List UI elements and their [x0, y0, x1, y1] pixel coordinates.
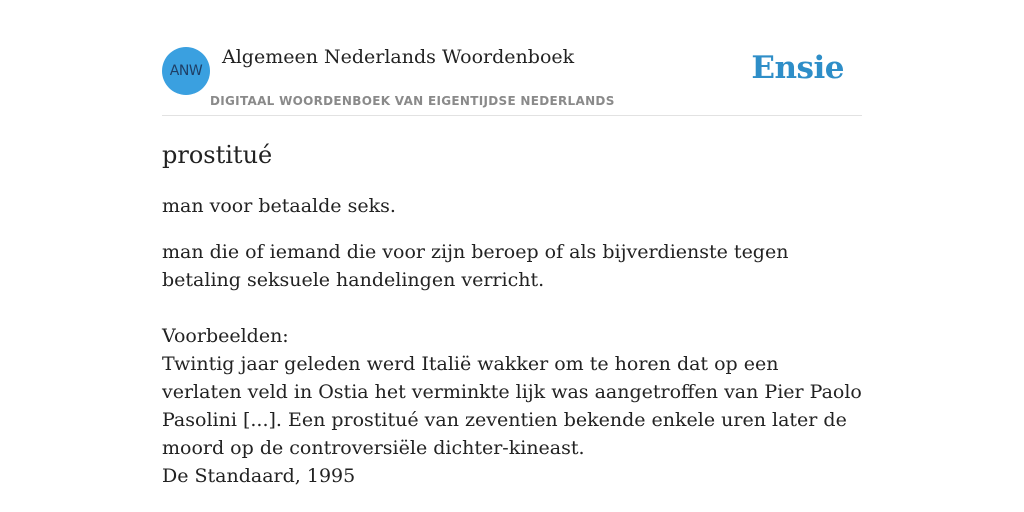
- short-definition: man voor betaalde seks.: [162, 195, 396, 217]
- example-source: De Standaard, 1995: [162, 465, 356, 487]
- entry-content: [162, 116, 862, 490]
- anw-logo[interactable]: ANW: [162, 47, 210, 95]
- entry-headword: prostitué: [162, 141, 273, 169]
- examples-label: Voorbeelden:: [162, 325, 289, 347]
- example-text: Twintig jaar geleden werd Italië wakker om te horen dat op een verlaten veld in Ostia het verminkte lijk was aangetroffen van Pier Paolo Pasolini [...]. Een prostitué van zeventien bekende enkele uren later de moord op de controversiële dichter-kineast.: [162, 353, 862, 459]
- page: [162, 0, 862, 512]
- site-tagline: DIGITAAL WOORDENBOEK VAN EIGENTIJDSE NEDERLANDS: [210, 94, 615, 108]
- site-header: [162, 0, 862, 116]
- long-definition: man die of iemand die voor zijn beroep of als bijverdienste tegen betaling seksuele handelingen verricht.: [162, 241, 789, 291]
- examples-block: [162, 322, 862, 490]
- site-title[interactable]: Algemeen Nederlands Woordenboek: [222, 46, 575, 68]
- ensie-brand-logo[interactable]: Ensie: [751, 50, 844, 86]
